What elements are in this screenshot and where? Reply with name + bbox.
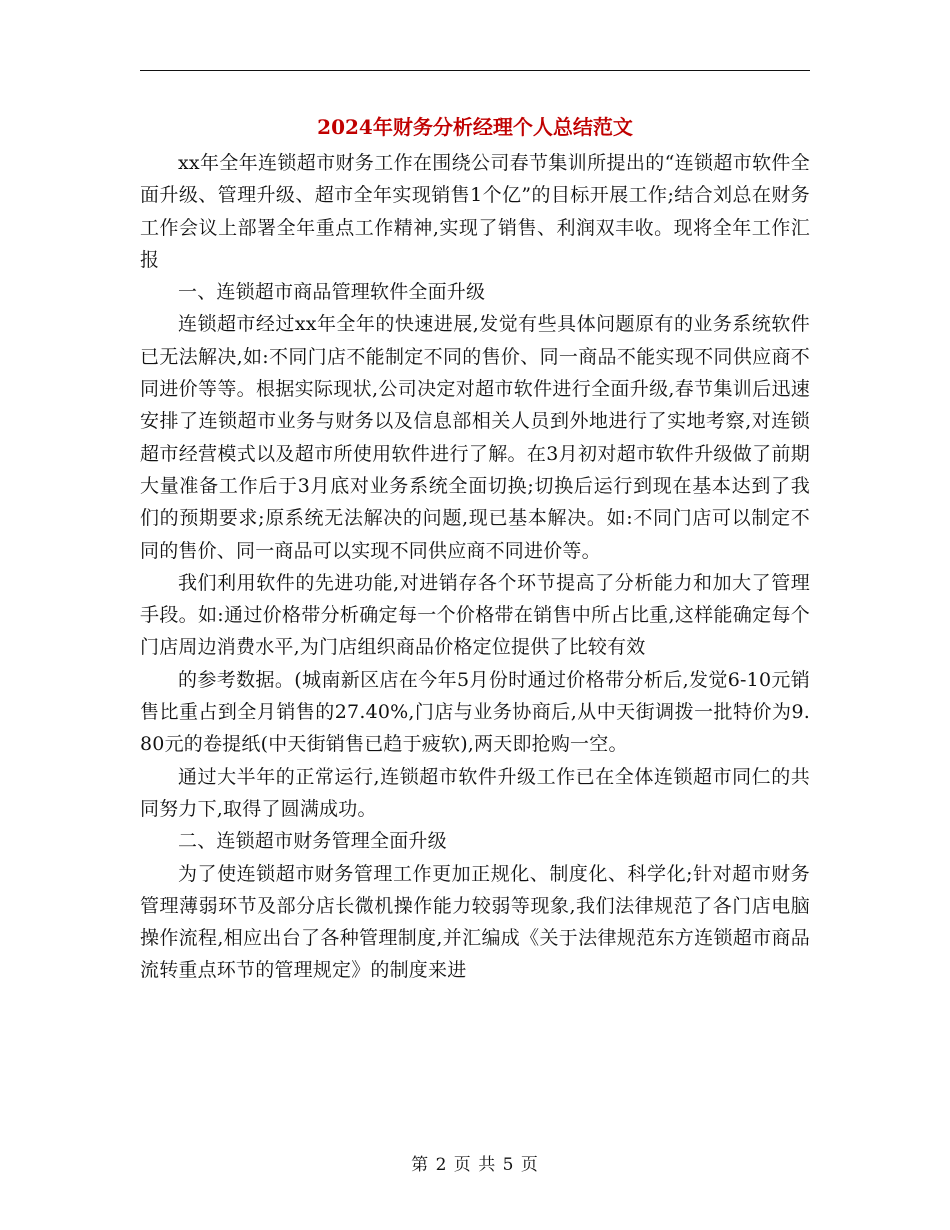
paragraph-reference-data: 的参考数据。(城南新区店在今年5月份时通过价格带分析后,发觉6-10元销售比重占到全月销售的27.40%,门店与业务协商后,从中天街调拨一批特价为9.80元的卷提纸(中天街销售已趋于疲软),两天即抢购一空。 xyxy=(140,668,810,756)
paragraph-price-analysis: 我们利用软件的先进功能,对进销存各个环节提高了分析能力和加大了管理手段。如:通过价格带分析确定每一个价格带在销售中所占比重,这样能确定每个门店周边消费水平,为门店组织商品价格定位提供了比较有效 xyxy=(140,571,810,659)
paragraph-intro: xx年全年连锁超市财务工作在围绕公司春节集训所提出的“连锁超市软件全面升级、管理升级、超市全年实现销售1个亿”的目标开展工作;结合刘总在财务工作会议上部署全年重点工作精神,实现了销售、利润双丰收。现将全年工作汇报 xyxy=(140,152,810,271)
paragraph-upgrade-success: 通过大半年的正常运行,连锁超市软件升级工作已在全体连锁超市同仁的共同努力下,取得了圆满成功。 xyxy=(140,765,810,820)
header-rule xyxy=(140,70,810,71)
footer-current-page: 2 xyxy=(435,1155,448,1175)
footer-prefix: 第 xyxy=(411,1155,430,1175)
footer-total-pages: 5 xyxy=(502,1155,515,1175)
footer-suffix: 页 xyxy=(520,1155,539,1175)
paragraph-software-upgrade: 连锁超市经过xx年全年的快速进展,发觉有些具体问题原有的业务系统软件已无法解决,如:不同门店不能制定不同的售价、同一商品不能实现不同供应商不同进价等等。根据实际现状,公司决定对超市软件进行全面升级,春节集训后迅速安排了连锁超市业务与财务以及信息部相关人员到外地进行了实地考察,对连锁超市经营模式以及超市所使用软件进行了解。在3月初对超市软件升级做了前期大量准备工作后于3月底对业务系统全面切换;切换后运行到现在基本达到了我们的预期要求;原系统无法解决的问题,现已基本解决。如:不同门店可以制定不同的售价、同一商品可以实现不同供应商不同进价等。 xyxy=(140,313,810,562)
footer-middle: 页 共 xyxy=(453,1155,497,1175)
page-footer xyxy=(140,1153,810,1177)
section-heading-2: 二、连锁超市财务管理全面升级 xyxy=(178,830,447,853)
document-title: 2024年财务分析经理个人总结范文 xyxy=(317,115,633,139)
paragraph-finance-management: 为了使连锁超市财务管理工作更加正规化、制度化、科学化;针对超市财务管理薄弱环节及部分店长微机操作能力较弱等现象,我们法律规范了各门店电脑操作流程,相应出台了各种管理制度,并汇编成《关于法律规范东方连锁超市商品流转重点环节的管理规定》的制度来进 xyxy=(140,862,810,982)
section-heading-1: 一、连锁超市商品管理软件全面升级 xyxy=(178,281,486,304)
document-body xyxy=(140,147,810,987)
